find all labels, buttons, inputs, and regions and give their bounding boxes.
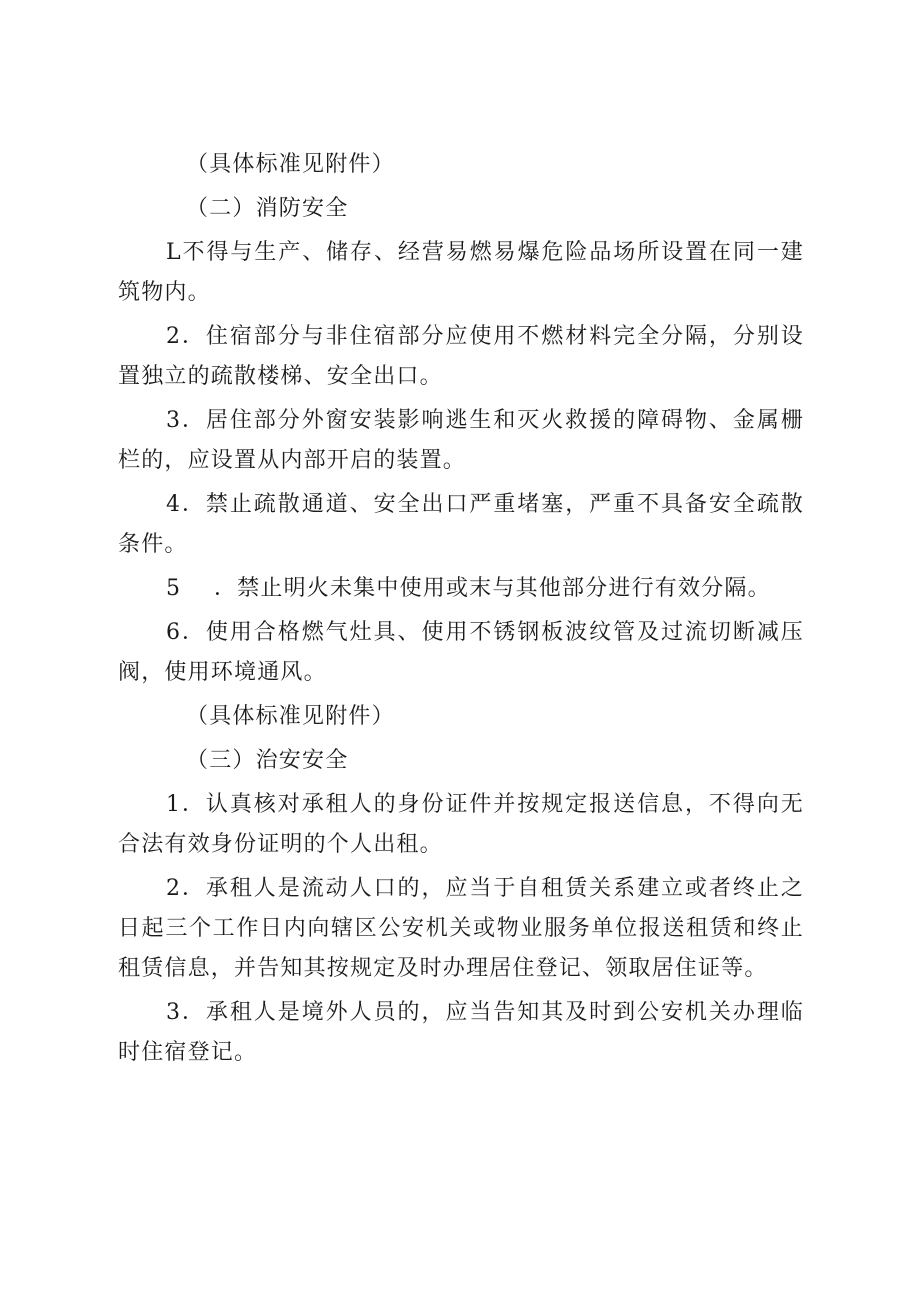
fire-safety-item-3: 3．居住部分外窗安装影响逃生和灭火救援的障碍物、金属栅栏的，应设置从内部开启的装置。 xyxy=(118,408,804,473)
public-security-item-2: 2．承租人是流动人口的，应当于自租赁关系建立或者终止之日起三个工作日内向辖区公安机关或物业服务单位报送租赁和终止租赁信息，并告知其按规定及时办理居住登记、领取居住证等。 xyxy=(118,876,804,981)
note-see-attachment-2: （具体标准见附件） xyxy=(186,704,395,729)
fire-safety-item-1: L不得与生产、储存、经营易燃易爆危险品场所设置在同一建筑物内。 xyxy=(118,240,804,305)
note-see-attachment: （具体标准见附件） xyxy=(186,152,395,177)
fire-safety-item-6: 6．使用合格燃气灶具、使用不锈钢板波纹管及过流切断减压阀，使用环境通风。 xyxy=(118,620,804,685)
public-security-item-3: 3．承租人是境外人员的，应当告知其及时到公安机关办理临时住宿登记。 xyxy=(118,1000,804,1065)
section-fire-safety-title: （二）消防安全 xyxy=(186,196,349,221)
public-security-item-1: 1．认真核对承租人的身份证件并按规定报送信息，不得向无合法有效身份证明的个人出租。 xyxy=(118,792,804,857)
document-body xyxy=(118,145,804,1073)
fire-safety-item-4: 4．禁止疏散通道、安全出口严重堵塞，严重不具备安全疏散条件。 xyxy=(118,492,804,557)
fire-safety-item-2: 2．住宿部分与非住宿部分应使用不燃材料完全分隔，分别设置独立的疏散楼梯、安全出口。 xyxy=(118,324,804,389)
fire-safety-item-5: 5 ．禁止明火未集中使用或末与其他部分进行有效分隔。 xyxy=(166,576,771,601)
section-public-security-title: （三）治安安全 xyxy=(186,748,349,773)
